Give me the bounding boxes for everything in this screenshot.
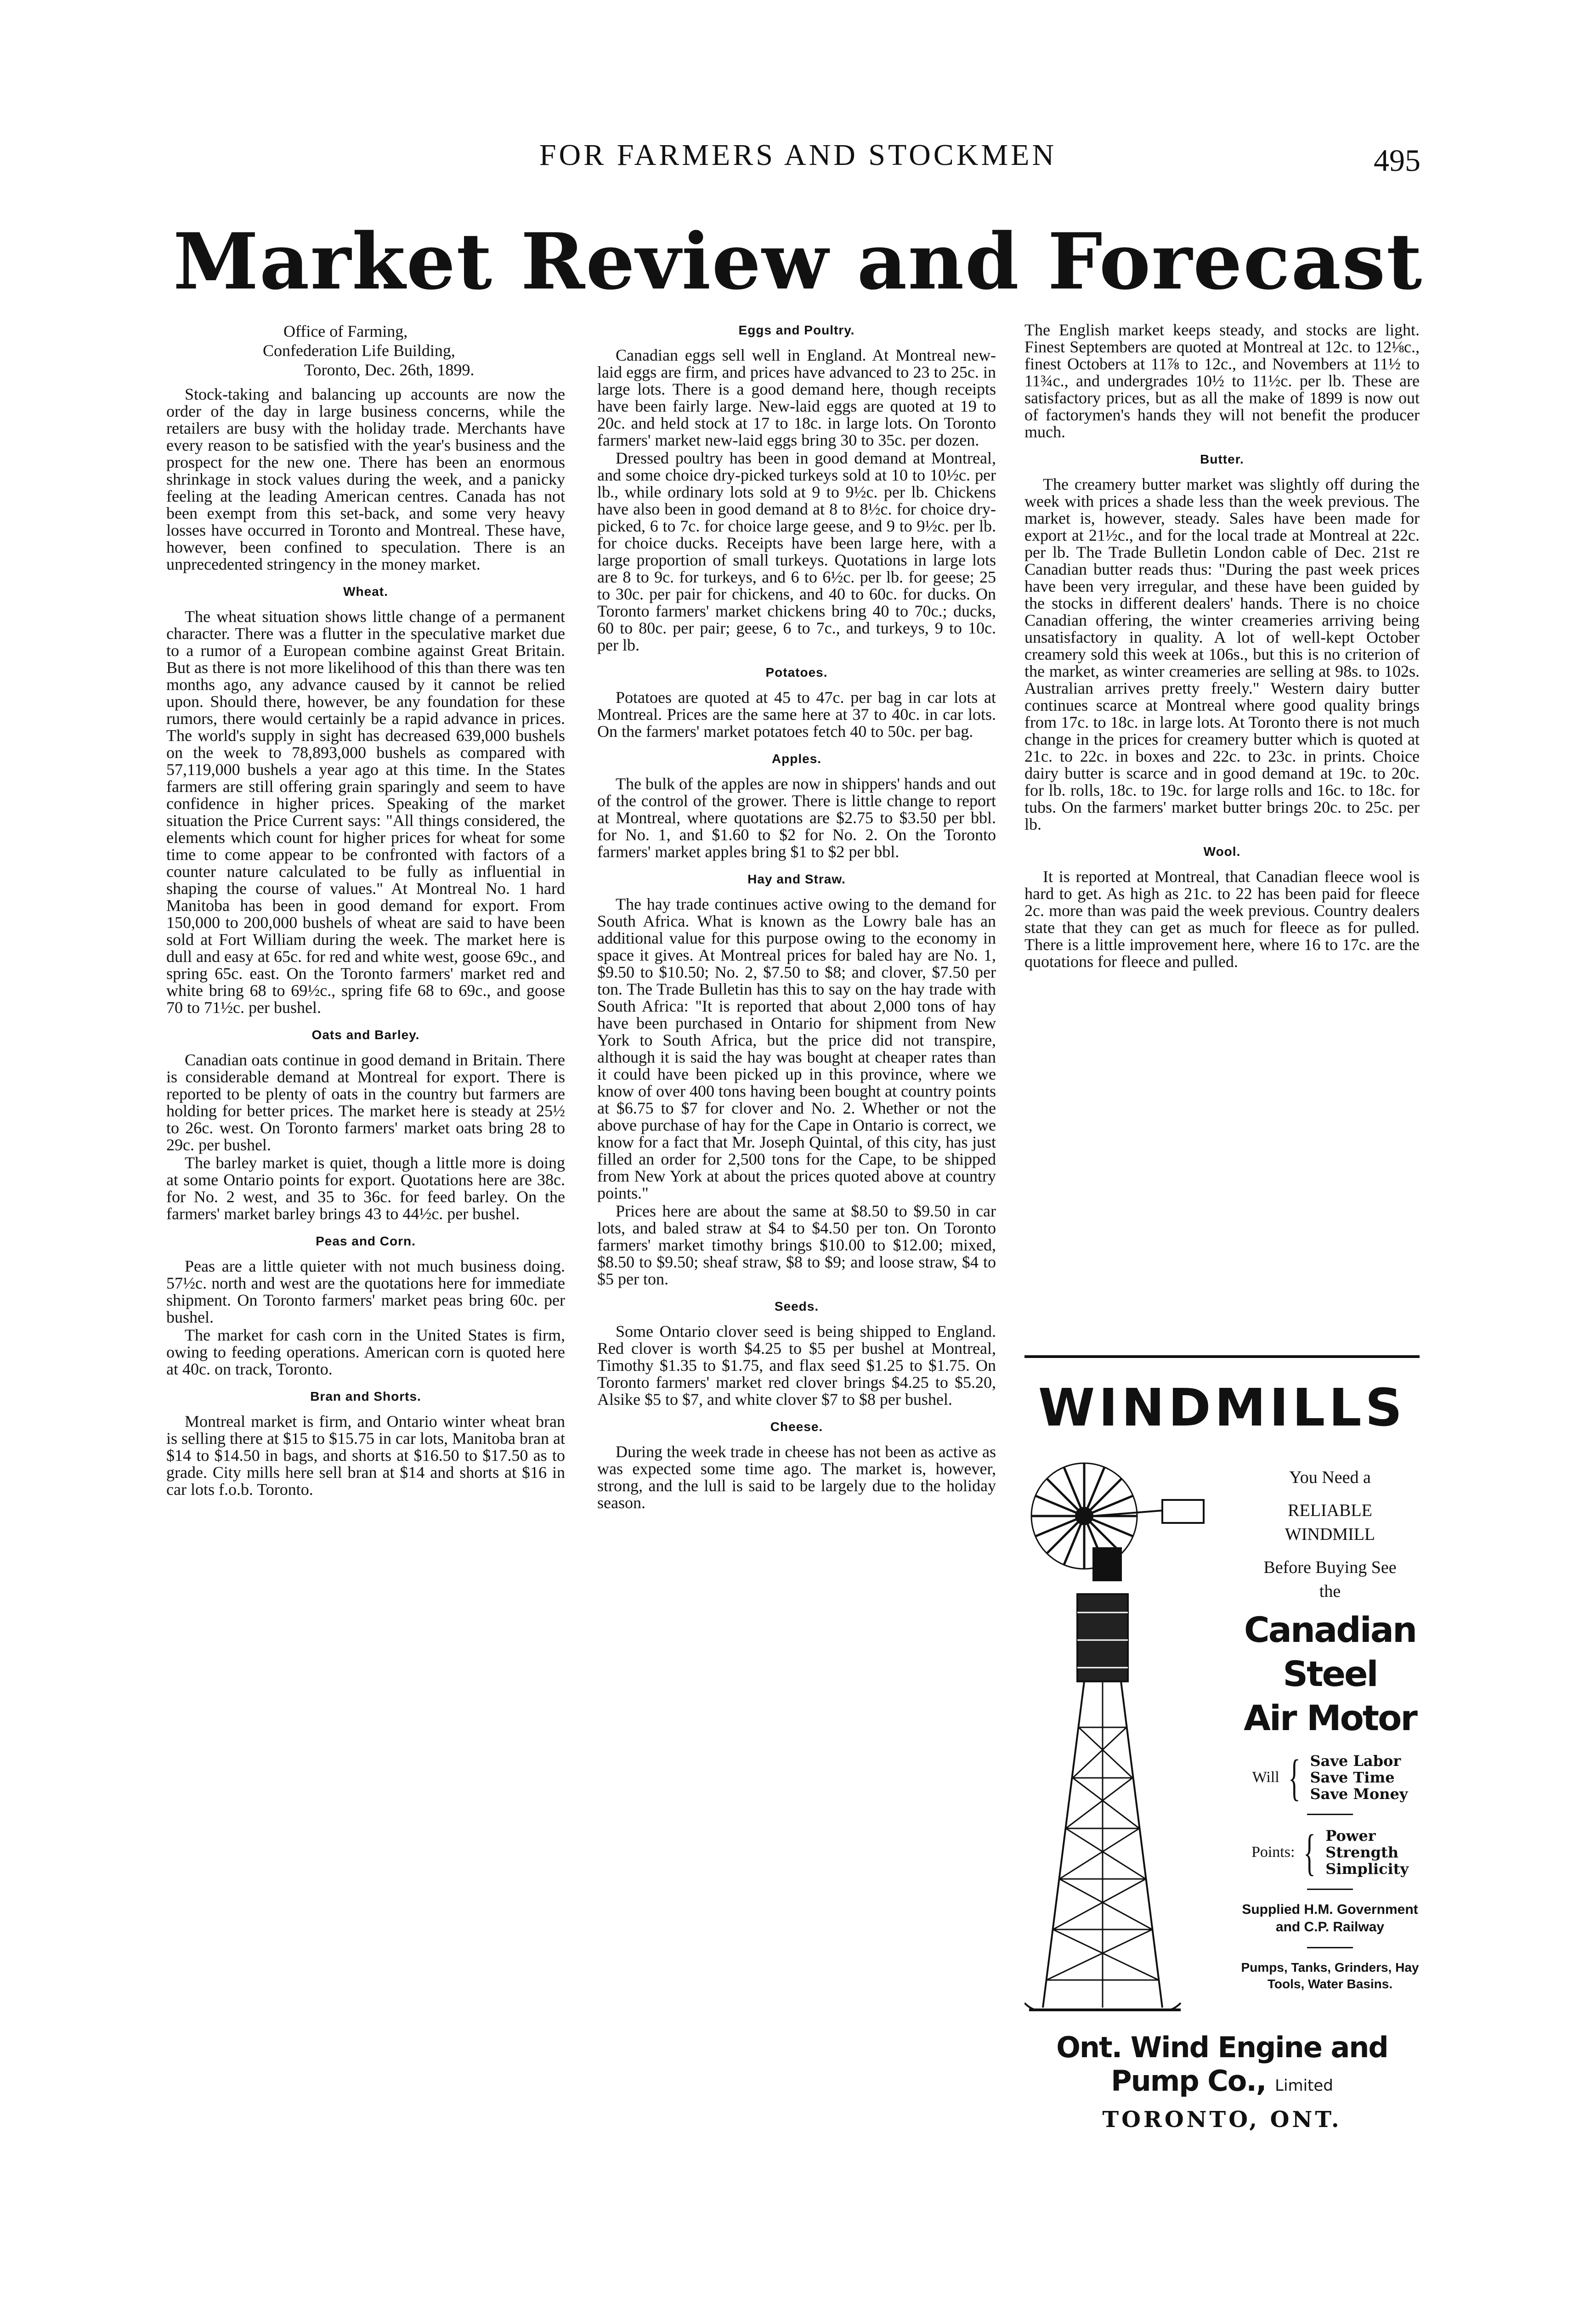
ad-title: WINDMILLS [1038,1378,1406,1438]
eggs-paragraph: Canadian eggs sell well in England. At Montreal new-laid eggs are firm, and prices have advanced to 23 to 25c. in large lots. There is a good demand here, though receipts have been fairly large. New-laid eggs are quoted at 19 to 20c. and held stock at 17 to 18c. in large lots. On Toronto farmers' market new-laid eggs bring 30 to 35c. per dozen. [597,346,996,449]
section-heading-potatoes: Potatoes. [765,665,828,679]
wheat-paragraph: The wheat situation shows little change of a permanent character. There was a flutter in the speculative market due to a rumor of a European combine against Great Britain. But as there is not more likelihood of this than there was ten months ago, any advance caused by it cannot be relied upon. Should there, however, be any foundation for these rumors, there would certainly be a rapid advance in prices. The world's supply in sight has decreased 639,000 bushels on the week to 78,893,000 bushels as compared with 57,119,000 bushels a year ago at this time. In the States farmers are still offering grain sparingly and seem to have confidence in higher prices. Speaking of the market situation the Price Current says: "All things considered, the elements which count for higher prices for wheat for some time to come appear to be confronted with factors of a counter nature calculated to be fully as influential in shaping the course of values." At Montreal No. 1 hard Manitoba has been in good demand for export. From 150,000 to 200,000 bushels of wheat are said to have been sold at Fort William during the week. The market here is dull and easy at 65c. for red and white west, goose 69c., and spring 65c. east. On the Toronto farmers' market red and white bring 68 to 69½c., spring fife 68 to 69c., and goose 70 to 71½c. per bushel. [166,607,565,1017]
section-heading-oats: Oats and Barley. [311,1028,420,1042]
divider [1307,1814,1353,1815]
page-number: 495 [1374,143,1421,178]
section-heading-wheat: Wheat. [343,584,388,599]
section-heading-apples: Apples. [771,752,822,766]
cheese-english-paragraph: The English market keeps steady, and stocks are light. Finest Septembers are quoted at Montreal at 12c. to 12⅛c., finest Octobers at 11⅞ to 12c., and Novembers at 11½ to 11¾c., and undergrades 10½ to 11½c. per lb. These are satisfactory prices, but as all the make of 1899 is now out of factorymen's hands they will not benefit the producer much. [1024,321,1420,441]
ad-supplied: Supplied H.M. Government and C.P. Railway [1242,1902,1418,1935]
peas-paragraph: Peas are a little quieter with not much business doing. 57½c. north and west are the quotations here for immediate shipment. On Toronto farmers' market peas bring 60c. per bushel. [166,1257,565,1326]
section-heading-bran: Bran and Shorts. [310,1389,421,1403]
office-line-2: Confederation Life Building, [263,341,455,360]
divider [1307,1889,1353,1890]
running-head: FOR FARMERS AND STOCKMEN [539,138,1057,172]
apples-paragraph: The bulk of the apples are now in shippers' hands and out of the control of the grower. There is little change to report at Montreal, where quotations are $2.75 to $3.50 per bbl. for No. 1, and $1.60 to $2 for No. 2. On the Toronto farmers' market apples bring $1 to $2 per bbl. [597,775,996,861]
office-line-1: Office of Farming, [283,322,408,340]
brace-icon: { [1303,1824,1316,1880]
ad-footer [1024,2031,1420,2133]
section-heading-cheese: Cheese. [770,1420,823,1434]
ad-product-line-2: Air Motor [1244,1697,1416,1738]
windmill-advertisement [1024,1378,1420,2150]
hay-prices-paragraph: Prices here are about the same at $8.50 to $9.50 in car lots, and baled straw at $4 to $4.50 per ton. On Toronto farmers' market timothy brings $10.00 to $12.00; mixed, $8.50 to $9.50; sheaf straw, $8 to $9; and loose straw, $4 to $5 per ton. [597,1202,996,1288]
advertisement-divider [1024,1355,1420,1358]
cheese-paragraph: During the week trade in cheese has not been as active as was expected some time ago. The market is, however, strong, and the lull is said to be largely due to the holiday season. [597,1443,996,1512]
corn-paragraph: The market for cash corn in the United States is firm, owing to feeding operations. American corn is quoted here at 40c. on track, Toronto. [166,1326,565,1378]
butter-paragraph: The creamery butter market was slightly off during the week with prices a shade less than the week previous. The market is, however, steady. Sales have been made for export at 21½c., and for the local trade at Montreal at 22c. per lb. The Trade Bulletin London cable of Dec. 21st re Canadian butter reads thus: "During the past week prices have been very irregular, and these have been guided by the stocks in different dealers' hands. There is no choice Canadian offering, the winter creameries arriving being unsatisfactory in quality. A lot of well-kept October creamery sold this week at 106s., but this is no criterion of the market, as winter creameries are selling at 98s. to 102s. Australian arrives pretty freely." Western dairy butter continues scarce at Montreal where good quality brings from 17c. to 18c. in large lots. At Toronto there is not much change in the prices for creamery butter which is quoted at 21c. to 22c. in boxes and 22c. to 23c. in prints. Choice dairy butter is scarce and in good demand at 19c. to 20c. for lb. rolls, 18c. to 19c. for large rolls and 16c. to 18c. for tubs. On the farmers' market butter brings 20c. to 25c. per lb. [1024,475,1420,833]
company-name [1024,2031,1420,2098]
bran-paragraph: Montreal market is firm, and Ontario winter wheat bran is selling there at $15 to $15.75 in car lots, Manitoba bran at $14 to $14.50 in bags, and shorts at $16.50 to $17.50 as to grade. City mills here sell bran at $14 and shorts at $16 in car lots f.o.b. Toronto. [166,1412,565,1499]
ad-copy [1240,1465,1420,1992]
ad-line-5: the [1319,1582,1341,1601]
company-city: TORONTO, ONT. [1102,2107,1342,2133]
potatoes-paragraph: Potatoes are quoted at 45 to 47c. per bag in car lots at Montreal. Prices are the same here at 37 to 40c. in car lots. On the farmers' market potatoes fetch 40 to 50c. per bag. [597,688,996,741]
intro-paragraph: Stock-taking and balancing up accounts are now the order of the day in large business concerns, while the retailers are busy with the holiday trade. Merchants have every reason to be satisfied with the year's business and the prospect for the new one. There has been an enormous shrinkage in stock values during the week, and a panicky feeling at the leading American centres. Canada has not been exempt from this set-back, and some very heavy losses have occurred in Toronto and Montreal. These have, however, been confined to speculation. There is an unprecedented stringency in the money market. [166,385,565,573]
hay-paragraph: The hay trade continues active owing to the demand for South Africa. What is known as the Lowry bale has an additional value for this purpose owing to the economy in space it gives. At Montreal prices for baled hay are No. 1, $9.50 to $10.50; No. 2, $7.50 to $8; and clover, $7.50 per ton. The Trade Bulletin has this to say on the hay trade with South Africa: "It is reported that about 2,000 tons of hay have been purchased in Ontario for shipment from New York to South Africa, but the price did not transpire, although it is said the hay was bought at cheaper rates than it could have been picked up in this province, where we know of over 400 tons having been bought at country points at $6.75 to $7 for clover and No. 2. Whether or not the above purchase of hay for the Cape in Ontario is correct, we know for a fact that Mr. Joseph Quintal, of this city, has just filled an order for 2,500 tons for the Cape, to be shipped from New York at about the prices quoted above at country points." [597,895,996,1202]
column-1 [166,322,565,1498]
office-dateline [166,322,565,379]
windmill-illustration [1024,1456,1227,2026]
will-item: Save Time [1310,1769,1395,1786]
oats-paragraph: Canadian oats continue in good demand in Britain. There is considerable demand at Montreal for export. There is reported to be plenty of oats in the country but farmers are holding for better prices. The market here is steady at 25½ to 26c. west. On Toronto farmers' market oats bring 28 to 29c. per bushel. [166,1051,565,1154]
seeds-paragraph: Some Ontario clover seed is being shipped to England. Red clover is worth $4.25 to $5 per bushel at Montreal, Timothy $1.35 to $1.75, and flax seed $1.25 to $1.75. On Toronto farmers' market red clover brings $4.25 to $5.20, Alsike $5 to $7, and white clover $7 to $8 per bushel. [597,1322,996,1409]
will-item: Save Labor [1310,1752,1401,1770]
points-item: Power [1325,1827,1376,1844]
office-line-3: Toronto, Dec. 26th, 1899. [304,361,475,379]
barley-paragraph: The barley market is quiet, though a little more is doing at some Ontario points for export. Quotations here are 38c. for No. 2 west, and 35 to 36c. for feed barley. On the farmers' market barley brings 43 to 44½c. per bushel. [166,1154,565,1223]
page-title: Market Review and Forecast [173,216,1423,307]
ad-line-2: RELIABLE [1288,1501,1372,1520]
company-name-text: Ont. Wind Engine and Pump Co., [1056,2031,1388,2098]
brace-icon: { [1288,1749,1301,1805]
section-heading-wool: Wool. [1203,844,1241,859]
section-heading-seeds: Seeds. [774,1299,819,1313]
will-list [1240,1749,1420,1805]
column-3 [1024,322,1420,970]
points-label: Points: [1251,1844,1295,1861]
poultry-paragraph: Dressed poultry has been in good demand at Montreal, and some choice dry-picked turkeys sold at 10 to 10½c. per lb., while ordinary lots sold at 9 to 9½c. per lb. Chickens have also been in good demand at 8 to 8½c. for choice dry-picked, 6 to 7c. for choice large geese, and 9 to 9½c. per lb. for choice ducks. Receipts have been large here, with a large proportion of small turkeys. Quotations in large lots are 8 to 9c. for turkeys, and 6 to 6½c. per lb. for geese; 25 to 30c. per pair for chickens, and 40 to 60c. for ducks. On Toronto farmers' market chickens bring 40 to 70c.; ducks, 60 to 80c. per pair; geese, 6 to 7c., and turkeys, 9 to 10c. per lb. [597,449,996,654]
ad-line-1: You Need a [1289,1468,1371,1487]
points-item: Simplicity [1325,1860,1409,1878]
company-suffix: Limited [1275,2076,1333,2095]
ad-products: Pumps, Tanks, Grinders, Hay Tools, Water Basins. [1241,1960,1419,1991]
points-list [1240,1824,1420,1880]
section-heading-butter: Butter. [1200,452,1244,466]
wool-paragraph: It is reported at Montreal, that Canadian fleece wool is hard to get. As high as 21c. to 22 has been paid for fleece 2c. more than was paid the week previous. Country dealers state that they can get as much for fleece as for pulled. There is a little improvement here, where 16 to 17c. are the quotations for fleece and pulled. [1024,867,1420,971]
ad-line-4: Before Buying See [1263,1558,1397,1577]
ad-line-3: WINDMILL [1285,1525,1375,1544]
points-item: Strength [1325,1844,1399,1861]
divider [1307,1947,1353,1948]
will-label: Will [1252,1769,1279,1786]
will-item: Save Money [1310,1785,1408,1803]
section-heading-peas: Peas and Corn. [316,1234,416,1248]
column-2 [597,322,996,1511]
section-heading-hay: Hay and Straw. [747,872,846,886]
ad-product-line-1: Canadian Steel [1244,1609,1416,1694]
section-heading-eggs: Eggs and Poultry. [738,323,855,337]
